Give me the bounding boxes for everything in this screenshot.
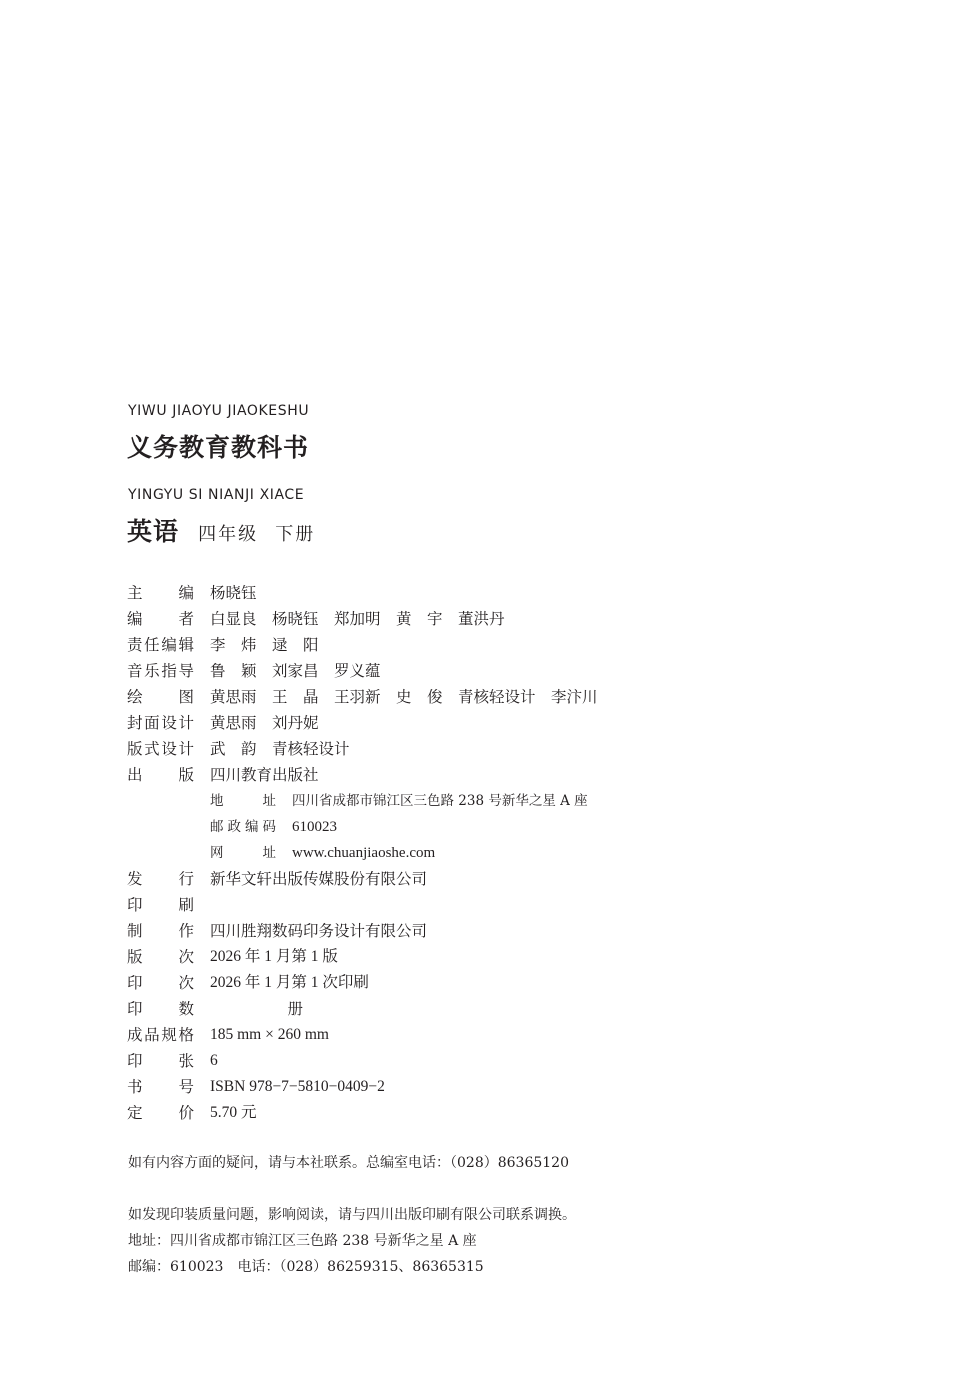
field-label-char: 指 (161, 662, 177, 680)
credit-row (127, 762, 847, 788)
field-value: 黄思雨 刘丹妮 (210, 714, 319, 732)
field-label (127, 580, 194, 606)
book-volume: 下册 (275, 524, 316, 545)
field-label-char: 编 (161, 636, 177, 654)
field-label (127, 1100, 194, 1126)
printer-postcode-phone: 邮编：610023 电话：（028）86259315、86365315 (128, 1259, 484, 1275)
field-label-char: 址 (262, 793, 276, 809)
field-label (127, 632, 194, 658)
series-title: 义务教育教科书 (127, 433, 310, 462)
field-value: 2026 年 1 月第 1 版 (210, 948, 338, 965)
book-grade: 四年级 (198, 524, 259, 545)
publisher-detail-row (127, 814, 847, 840)
field-label (127, 1022, 194, 1048)
field-label-char: 设 (161, 714, 177, 732)
credit-row (127, 710, 847, 736)
credit-row (127, 658, 847, 684)
field-label (127, 762, 194, 788)
field-label-char: 印 (127, 1052, 143, 1070)
publisher-detail-value: 610023 (292, 819, 337, 835)
quality-notice: 如发现印装质量问题，影响阅读，请与四川出版印刷有限公司联系调换。 (128, 1207, 576, 1223)
field-label (127, 892, 194, 918)
field-label-char: 印 (127, 896, 143, 914)
field-value: 四川教育出版社 (210, 766, 319, 784)
book-title (127, 512, 315, 548)
production-row (127, 1100, 847, 1126)
field-label-char: 辑 (178, 636, 194, 654)
field-value: 185 mm × 260 mm (210, 1026, 329, 1043)
field-label-char: 政 (227, 819, 241, 835)
production-row (127, 866, 847, 892)
field-label-char: 封 (127, 714, 143, 732)
field-label-char: 计 (178, 714, 194, 732)
field-label-char: 行 (178, 870, 194, 888)
field-value: ISBN 978−7−5810−0409−2 (210, 1078, 385, 1095)
publisher-detail-row (127, 788, 847, 814)
field-label-char: 地 (210, 793, 224, 809)
field-label-char: 者 (178, 610, 194, 628)
field-label-char: 号 (178, 1078, 194, 1096)
field-label-char: 定 (127, 1104, 143, 1122)
credit-row (127, 606, 847, 632)
field-label-char: 任 (144, 636, 160, 654)
credit-row (127, 684, 847, 710)
field-label-char: 网 (210, 845, 224, 861)
field-value: 2026 年 1 月第 1 次印刷 (210, 974, 369, 991)
field-label-char: 导 (178, 662, 194, 680)
production-row (127, 996, 847, 1022)
field-label-char: 作 (178, 922, 194, 940)
printer-address: 地址：四川省成都市锦江区三色路 238 号新华之星 A 座 (128, 1233, 477, 1249)
field-label (210, 840, 276, 866)
field-label (127, 944, 194, 970)
field-label-char: 印 (127, 1000, 143, 1018)
field-value: 四川胜翔数码印务设计有限公司 (210, 922, 428, 940)
field-label-char: 制 (127, 922, 143, 940)
field-label-char: 张 (178, 1052, 194, 1070)
field-label-char: 编 (178, 584, 194, 602)
field-label-char: 格 (178, 1026, 194, 1044)
production-row (127, 1048, 847, 1074)
production-row (127, 1022, 847, 1048)
field-value: 鲁 颖 刘家昌 罗义蕴 (210, 662, 381, 680)
field-value: 新华文轩出版传媒股份有限公司 (210, 870, 428, 888)
field-value: 6 (210, 1052, 218, 1069)
field-label (127, 866, 194, 892)
field-label-char: 绘 (127, 688, 143, 706)
field-label-char: 规 (161, 1026, 177, 1044)
field-label-char: 邮 (210, 819, 224, 835)
series-pinyin: YIWU JIAOYU JIAOKESHU (128, 403, 310, 419)
field-value: 白显良 杨晓钰 郑加明 黄 宇 董洪丹 (210, 610, 505, 628)
book-pinyin: YINGYU SI NIANJI XIACE (128, 487, 305, 503)
field-label (127, 996, 194, 1022)
field-label-char: 印 (127, 974, 143, 992)
field-label-char: 书 (127, 1078, 143, 1096)
field-label (210, 814, 276, 840)
field-value: 黄思雨 王 晶 王羽新 史 俊 青核轻设计 李汴川 (210, 688, 598, 706)
field-label-char: 设 (161, 740, 177, 758)
field-label-char: 次 (178, 974, 194, 992)
field-label-char: 面 (144, 714, 160, 732)
publisher-detail-value: 四川省成都市锦江区三色路 238 号新华之星 A 座 (292, 793, 588, 809)
field-label-char: 码 (262, 819, 276, 835)
field-label-char: 版 (127, 740, 143, 758)
field-label-char: 刷 (178, 896, 194, 914)
field-value: 5.70 元 (210, 1104, 257, 1121)
production-row (127, 970, 847, 996)
field-label-char: 编 (127, 610, 143, 628)
production-row (127, 1074, 847, 1100)
field-label-char: 式 (144, 740, 160, 758)
field-label-char: 价 (178, 1104, 194, 1122)
field-label-char: 计 (178, 740, 194, 758)
field-label-char: 次 (178, 948, 194, 966)
credit-row (127, 580, 847, 606)
field-label (127, 736, 194, 762)
field-label-char: 编 (245, 819, 259, 835)
production-row (127, 892, 847, 918)
field-label-char: 音 (127, 662, 143, 680)
field-label (127, 1074, 194, 1100)
field-label (127, 684, 194, 710)
production-row (127, 918, 847, 944)
field-value: 武 韵 青核轻设计 (210, 740, 350, 758)
credit-row (127, 736, 847, 762)
field-label-char: 品 (144, 1026, 160, 1044)
field-label-char: 成 (127, 1026, 143, 1044)
field-label-char: 址 (262, 845, 276, 861)
field-value: 李 炜 逯 阳 (210, 636, 319, 654)
field-label-char: 版 (127, 948, 143, 966)
field-label-char: 出 (127, 766, 143, 784)
field-label-char: 主 (127, 584, 143, 602)
book-subject: 英语 (127, 517, 180, 546)
imprint-credits (127, 580, 847, 1126)
field-label-char: 数 (178, 1000, 194, 1018)
field-value: 杨晓钰 (210, 584, 257, 602)
field-label (127, 970, 194, 996)
field-label (127, 1048, 194, 1074)
publisher-detail-value: www.chuanjiaoshe.com (292, 845, 436, 861)
editorial-contact: 如有内容方面的疑问，请与本社联系。总编室电话：（028）86365120 (128, 1155, 569, 1171)
field-value: 册 (210, 1000, 304, 1018)
field-label (127, 918, 194, 944)
production-row (127, 944, 847, 970)
field-label-char: 版 (178, 766, 194, 784)
publisher-detail-row (127, 840, 847, 866)
field-label-char: 图 (178, 688, 194, 706)
field-label (127, 658, 194, 684)
field-label-char: 发 (127, 870, 143, 888)
field-label-char: 责 (127, 636, 143, 654)
field-label (210, 788, 276, 814)
credit-row (127, 632, 847, 658)
field-label-char: 乐 (144, 662, 160, 680)
field-label (127, 710, 194, 736)
field-label (127, 606, 194, 632)
